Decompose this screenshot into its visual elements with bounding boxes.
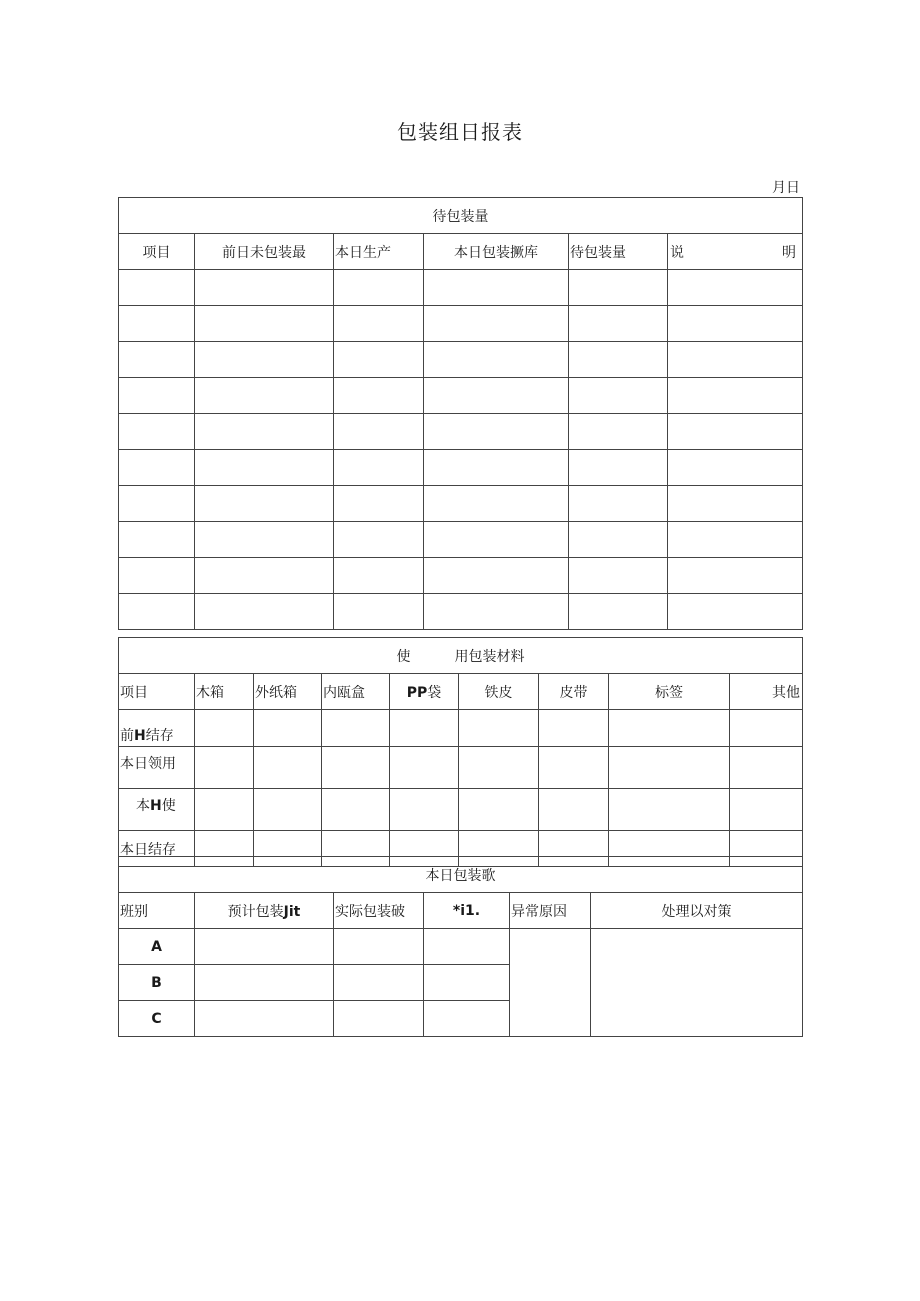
daily-column-row	[119, 893, 803, 929]
col-carton: 外纸箱	[254, 674, 322, 710]
table-cell[interactable]	[459, 710, 539, 747]
col-pp-bag	[390, 674, 459, 710]
table-cell[interactable]	[668, 486, 803, 522]
table-cell[interactable]	[119, 270, 195, 306]
table-cell[interactable]	[569, 342, 668, 378]
shift-label: B	[119, 965, 195, 1001]
col-pp-bag-suffix: 袋	[427, 684, 442, 701]
col-item: 项目	[119, 234, 195, 270]
table-cell[interactable]	[334, 929, 424, 965]
table-cell[interactable]	[668, 414, 803, 450]
table-row	[119, 270, 803, 306]
table-cell[interactable]	[119, 558, 195, 594]
table-cell[interactable]	[334, 342, 424, 378]
col-planned-suffix: Jit	[283, 903, 301, 920]
col-pp-bag-prefix: PP	[406, 684, 428, 701]
table-cell[interactable]	[609, 789, 730, 831]
table-cell[interactable]	[424, 486, 569, 522]
table-cell[interactable]	[195, 747, 254, 789]
table-cell[interactable]	[569, 270, 668, 306]
table-cell[interactable]	[334, 558, 424, 594]
table-cell[interactable]	[334, 306, 424, 342]
col-wood-box: 木箱	[195, 674, 254, 710]
table-cell[interactable]	[195, 270, 334, 306]
table-row	[119, 522, 803, 558]
table-cell[interactable]	[569, 414, 668, 450]
table-cell[interactable]	[668, 522, 803, 558]
col-ratio: *i1.	[424, 893, 510, 929]
table-cell[interactable]	[424, 929, 510, 965]
table-row	[119, 342, 803, 378]
col-item: 项目	[119, 674, 195, 710]
table-cell[interactable]	[334, 270, 424, 306]
section-header-daily: 本日包装歌	[119, 857, 803, 893]
table-cell[interactable]	[334, 450, 424, 486]
table-cell[interactable]	[668, 450, 803, 486]
table-cell[interactable]	[334, 522, 424, 558]
table-cell[interactable]	[390, 789, 459, 831]
col-shift: 班别	[119, 893, 195, 929]
table-cell[interactable]	[459, 789, 539, 831]
table-cell[interactable]	[254, 747, 322, 789]
section-header-pending: 待包装量	[119, 198, 803, 234]
table-cell[interactable]	[609, 747, 730, 789]
col-remarks-left: 说	[670, 244, 684, 261]
table-cell[interactable]	[334, 965, 424, 1001]
table-cell[interactable]	[195, 450, 334, 486]
table-row	[119, 594, 803, 630]
table-cell[interactable]	[119, 594, 195, 630]
materials-row	[119, 747, 803, 789]
table-cell[interactable]	[322, 747, 390, 789]
page-title: 包装组日报表	[397, 120, 523, 144]
table-cell[interactable]	[119, 414, 195, 450]
col-planned	[195, 893, 334, 929]
table-cell[interactable]	[195, 710, 254, 747]
table-cell[interactable]	[119, 306, 195, 342]
table-cell[interactable]	[119, 378, 195, 414]
table-cell[interactable]	[459, 747, 539, 789]
table-cell[interactable]	[195, 594, 334, 630]
table-cell[interactable]	[569, 378, 668, 414]
col-inner-box: 内瓯盒	[322, 674, 390, 710]
col-label: 标签	[609, 674, 730, 710]
col-today-packed: 本日包装撅库	[424, 234, 569, 270]
table-cell[interactable]	[668, 306, 803, 342]
table-cell[interactable]	[539, 710, 609, 747]
table-cell[interactable]	[424, 965, 510, 1001]
table-cell[interactable]	[424, 450, 569, 486]
materials-column-row	[119, 674, 803, 710]
table-cell[interactable]	[195, 486, 334, 522]
table-cell[interactable]	[539, 789, 609, 831]
table-cell[interactable]	[195, 306, 334, 342]
table-cell[interactable]	[730, 789, 803, 831]
table-cell[interactable]	[424, 270, 569, 306]
section-header-materials-left: 使	[396, 648, 411, 665]
table-cell[interactable]	[254, 710, 322, 747]
shift-label: A	[119, 929, 195, 965]
col-countermeasure: 处理以对策	[591, 893, 803, 929]
col-iron-sheet: 铁皮	[459, 674, 539, 710]
table-cell[interactable]	[609, 710, 730, 747]
table-cell[interactable]	[424, 1001, 510, 1037]
table-cell[interactable]	[730, 710, 803, 747]
countermeasure-cell[interactable]	[591, 929, 803, 1037]
table-cell[interactable]	[195, 522, 334, 558]
table-cell[interactable]	[424, 522, 569, 558]
shift-row	[119, 929, 803, 965]
table-row	[119, 450, 803, 486]
column-header-row	[119, 234, 803, 270]
table-row	[119, 486, 803, 522]
table-cell[interactable]	[668, 594, 803, 630]
table-cell[interactable]	[322, 789, 390, 831]
table-cell[interactable]	[195, 929, 334, 965]
table-cell[interactable]	[119, 342, 195, 378]
table-cell[interactable]	[424, 558, 569, 594]
table-cell[interactable]	[119, 450, 195, 486]
row-label-prev-balance: 前H结存	[119, 710, 195, 747]
materials-table	[118, 637, 803, 867]
table-cell[interactable]	[569, 522, 668, 558]
table-cell[interactable]	[119, 522, 195, 558]
table-cell[interactable]	[334, 378, 424, 414]
table-cell[interactable]	[424, 342, 569, 378]
table-cell[interactable]	[334, 486, 424, 522]
table-cell[interactable]	[195, 1001, 334, 1037]
col-leather-belt: 皮带	[539, 674, 609, 710]
col-planned-prefix: 预计包装	[227, 903, 284, 920]
section-header-materials-right: 用包装材料	[454, 648, 525, 665]
row-label-today-received: 本日领用	[119, 747, 195, 789]
table-cell[interactable]	[195, 414, 334, 450]
col-prev-unpacked: 前日未包装最	[195, 234, 334, 270]
col-remarks	[668, 234, 803, 270]
daily-packaging-table	[118, 856, 803, 1037]
table-cell[interactable]	[390, 747, 459, 789]
table-cell[interactable]	[668, 558, 803, 594]
table-row	[119, 306, 803, 342]
table-cell[interactable]	[569, 594, 668, 630]
table-row	[119, 378, 803, 414]
table-cell[interactable]	[569, 450, 668, 486]
table-cell[interactable]	[424, 378, 569, 414]
table-cell[interactable]	[390, 710, 459, 747]
col-actual: 实际包装破	[334, 893, 424, 929]
table-cell[interactable]	[424, 306, 569, 342]
table-cell[interactable]	[424, 594, 569, 630]
table-cell[interactable]	[195, 558, 334, 594]
pending-rows	[119, 270, 803, 630]
row-label-today-balance: 本日结存	[119, 831, 195, 867]
table-row	[119, 414, 803, 450]
pending-packaging-table	[118, 197, 803, 630]
table-cell[interactable]	[334, 414, 424, 450]
section-header-materials	[119, 638, 803, 674]
table-cell[interactable]	[730, 747, 803, 789]
table-cell[interactable]	[322, 710, 390, 747]
table-cell[interactable]	[254, 789, 322, 831]
table-cell[interactable]	[334, 1001, 424, 1037]
table-cell[interactable]	[569, 306, 668, 342]
table-cell[interactable]	[195, 342, 334, 378]
col-pending-qty: 待包装量	[569, 234, 668, 270]
date-label: 月日	[772, 180, 800, 196]
table-cell[interactable]	[195, 965, 334, 1001]
table-cell[interactable]	[195, 789, 254, 831]
table-cell[interactable]	[539, 747, 609, 789]
table-cell[interactable]	[424, 414, 569, 450]
table-cell[interactable]	[569, 558, 668, 594]
col-abnormal-reason: 异常原因	[510, 893, 591, 929]
abnormal-reason-cell[interactable]	[510, 929, 591, 1037]
table-row	[119, 558, 803, 594]
table-cell[interactable]	[668, 378, 803, 414]
table-cell[interactable]	[119, 486, 195, 522]
col-today-production: 本日生产	[334, 234, 424, 270]
materials-row	[119, 710, 803, 747]
table-cell[interactable]	[668, 270, 803, 306]
row-label-today-used: 本H使	[119, 789, 195, 831]
table-cell[interactable]	[668, 342, 803, 378]
table-cell[interactable]	[195, 378, 334, 414]
col-remarks-right: 明	[782, 244, 796, 261]
shift-label: C	[119, 1001, 195, 1037]
materials-row	[119, 789, 803, 831]
table-cell[interactable]	[334, 594, 424, 630]
col-other: 其他	[730, 674, 803, 710]
table-cell[interactable]	[569, 486, 668, 522]
